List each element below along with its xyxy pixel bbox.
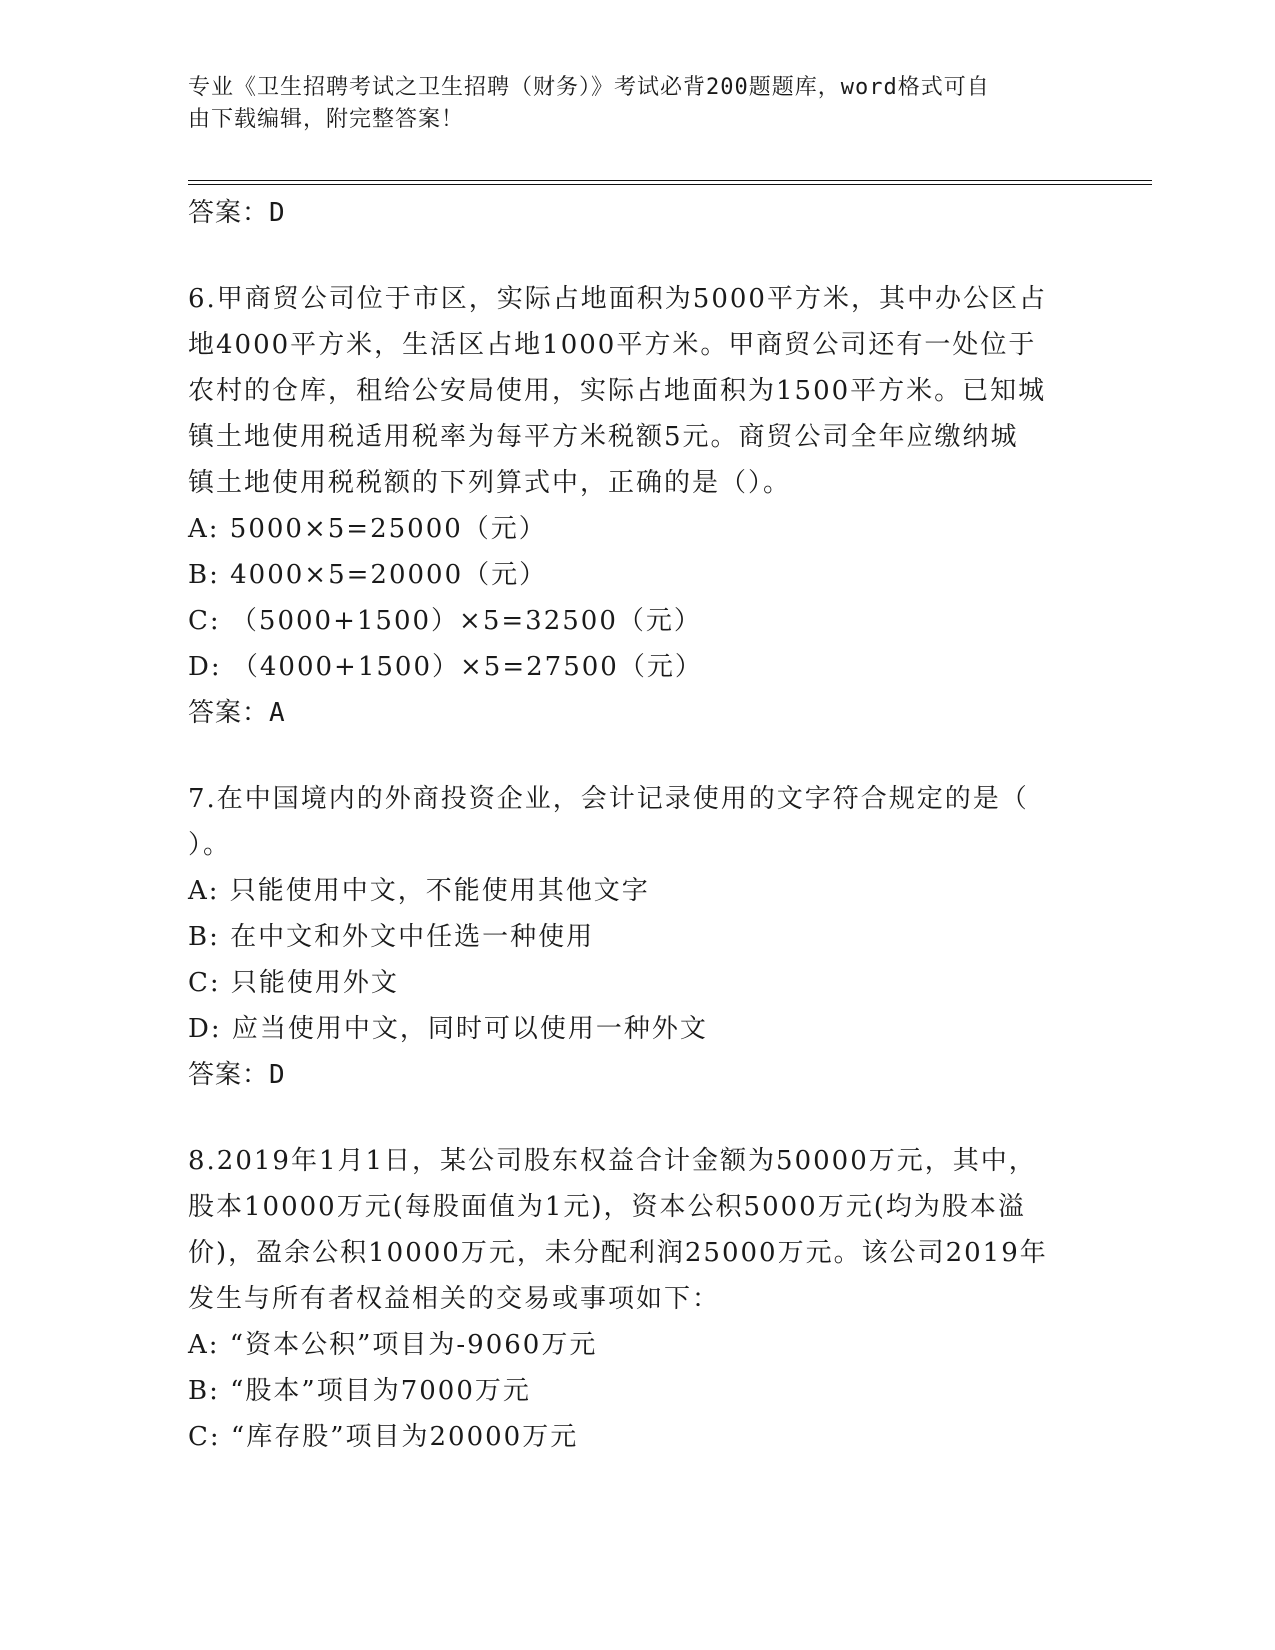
question-8 [188,1138,1088,1460]
option-a: A: 5000×5=25000（元） [188,514,547,544]
answer-q6: 答案：A [188,698,286,728]
option-a: A: 只能使用中文，不能使用其他文字 [188,876,650,906]
page-header [188,72,1068,136]
question-text-line: 发生与所有者权益相关的交易或事项如下： [188,1284,721,1314]
option-a: A: “资本公积”项目为-9060万元 [188,1330,598,1360]
spacer [188,736,1088,776]
question-text-line: 镇土地使用税适用税率为每平方米税额5元。商贸公司全年应缴纳城 [188,422,1019,452]
header-rule-bottom [188,184,1152,185]
option-d: D: 应当使用中文，同时可以使用一种外文 [188,1014,708,1044]
question-6 [188,276,1088,736]
option-c: C: （5000+1500）×5=32500（元） [188,606,702,636]
answer-q5: 答案：D [188,198,286,228]
question-text-line: 价)，盈余公积10000万元，未分配利润25000万元。该公司2019年 [188,1238,1048,1268]
question-text-line: 股本10000万元(每股面值为1元)，资本公积5000万元(均为股本溢 [188,1192,1026,1222]
option-c: C: “库存股”项目为20000万元 [188,1422,579,1452]
question-text-line: 农村的仓库，租给公安局使用，实际占地面积为1500平方米。已知城 [188,376,1047,406]
question-7 [188,776,1088,1098]
header-line-2: 由下载编辑，附完整答案！ [188,107,465,132]
spacer [188,1098,1088,1138]
question-text-line: 8.2019年1月1日，某公司股东权益合计金额为50000万元，其中， [188,1146,1037,1176]
option-b: B: 4000×5=20000（元） [188,560,548,590]
option-c: C: 只能使用外文 [188,968,399,998]
header-line-1: 专业《卫生招聘考试之卫生招聘（财务）》考试必背200题题库，word格式可自 [188,75,990,100]
question-text-line: ）。 [188,830,232,860]
question-text-line: 地4000平方米，生活区占地1000平方米。甲商贸公司还有一处位于 [188,330,1037,360]
option-b: B: “股本”项目为7000万元 [188,1376,531,1406]
answer-q7: 答案：D [188,1060,286,1090]
option-d: D: （4000+1500）×5=27500（元） [188,652,703,682]
header-rule-top [188,180,1152,181]
spacer [188,236,1088,276]
question-content [188,190,1088,1460]
question-text-line: 7.在中国境内的外商投资企业，会计记录使用的文字符合规定的是（ [188,784,1029,814]
option-b: B: 在中文和外文中任选一种使用 [188,922,595,952]
question-text-line: 6.甲商贸公司位于市区，实际占地面积为5000平方米，其中办公区占 [188,284,1047,314]
question-text-line: 镇土地使用税税额的下列算式中，正确的是（）。 [188,468,792,498]
